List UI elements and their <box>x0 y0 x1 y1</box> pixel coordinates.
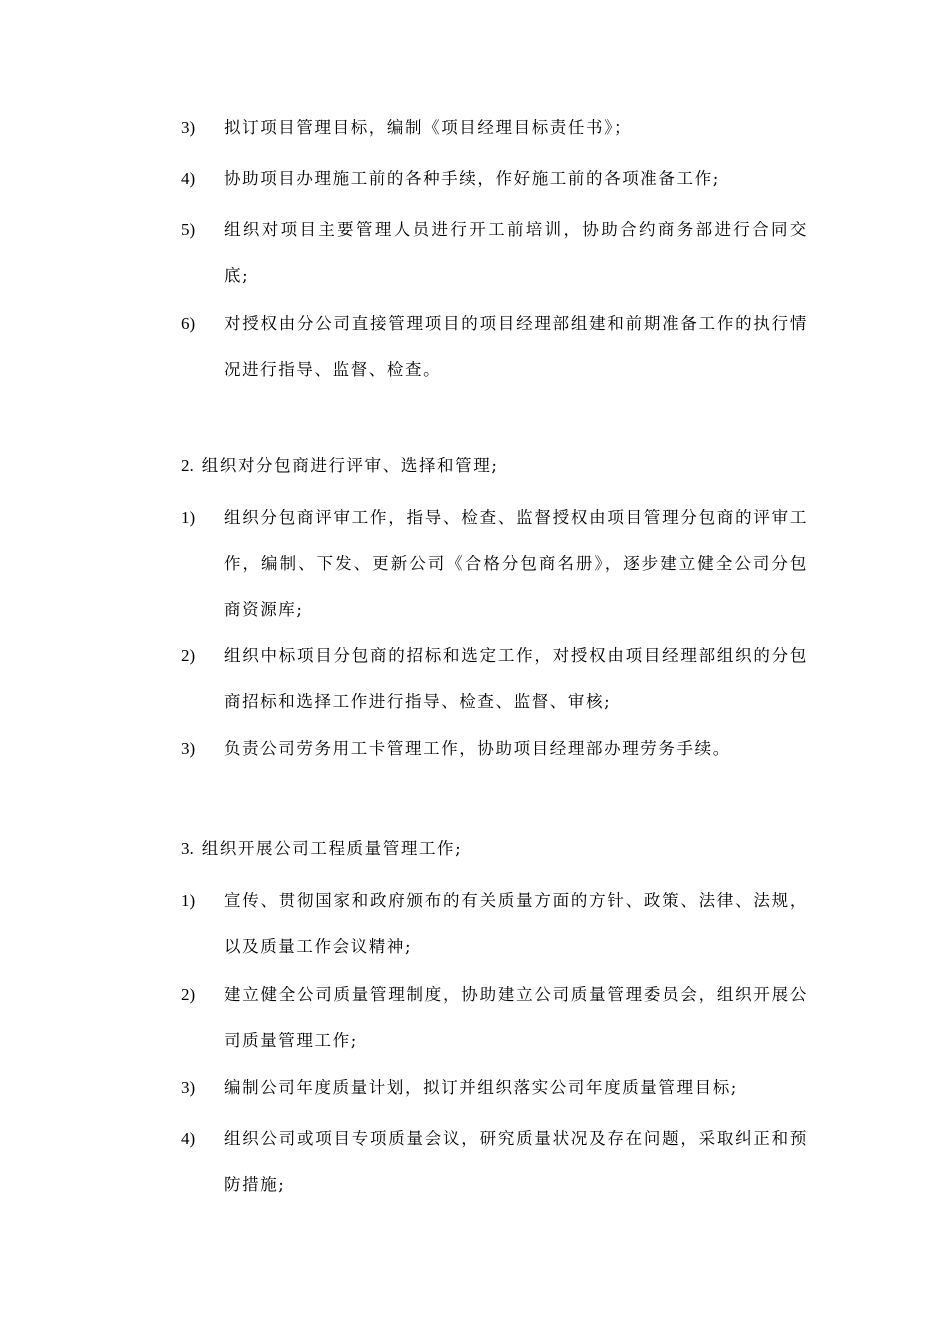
item-number: 4) <box>181 169 196 188</box>
list-item <box>181 633 821 725</box>
item-text: 组织对项目主要管理人员进行开工前培训，协助合约商务部进行合同交底; <box>224 220 808 285</box>
item-text: 拟订项目管理目标，编制《项目经理目标责任书》； <box>224 118 633 137</box>
item-number: 2) <box>181 646 196 665</box>
section-title: 组织对分包商进行评审、选择和管理; <box>201 456 499 475</box>
list-item <box>181 495 821 633</box>
item-text: 组织中标项目分包商的招标和选定工作，对授权由项目经理部组织的分包商招标和选择工作进行指导、检查、监督、审核; <box>224 646 808 711</box>
list-item <box>181 972 821 1064</box>
section-number: 3. <box>181 839 194 858</box>
list-item <box>181 1116 821 1208</box>
item-text: 组织公司或项目专项质量会议，研究质量状况及存在问题，采取纠正和预防措施; <box>224 1129 808 1194</box>
item-number: 3) <box>181 1078 196 1097</box>
item-text: 负责公司劳务用工卡管理工作，协助项目经理部办理劳务手续。 <box>224 739 731 758</box>
item-text: 组织分包商评审工作，指导、检查、监督授权由项目管理分包商的评审工作，编制、下发、更新公司《合格分包商名册》，逐步建立健全公司分包商资源库; <box>224 508 808 619</box>
section-heading <box>181 826 821 872</box>
item-number: 3) <box>181 739 196 758</box>
item-number: 1) <box>181 891 196 910</box>
item-number: 1) <box>181 508 196 527</box>
item-number: 5) <box>181 220 196 239</box>
item-text: 编制公司年度质量计划，拟订并组织落实公司年度质量管理目标; <box>224 1078 738 1097</box>
item-number: 3) <box>181 118 196 137</box>
item-number: 2) <box>181 985 196 1004</box>
list-item <box>181 156 821 202</box>
item-text: 协助项目办理施工前的各种手续，作好施工前的各项准备工作; <box>224 169 720 188</box>
section-heading <box>181 443 821 489</box>
list-item <box>181 105 821 151</box>
item-text: 建立健全公司质量管理制度，协助建立公司质量管理委员会，组织开展公司质量管理工作; <box>224 985 808 1050</box>
item-number: 6) <box>181 314 196 333</box>
item-text: 对授权由分公司直接管理项目的项目经理部组建和前期准备工作的执行情况进行指导、监督、检查。 <box>224 314 808 379</box>
item-text: 宣传、贯彻国家和政府颁布的有关质量方面的方针、政策、法律、法规，以及质量工作会议精神; <box>224 891 808 956</box>
list-item <box>181 878 821 970</box>
item-number: 4) <box>181 1129 196 1148</box>
list-item <box>181 301 821 393</box>
list-item <box>181 1065 821 1111</box>
section-number: 2. <box>181 456 194 475</box>
section-title: 组织开展公司工程质量管理工作; <box>201 839 463 858</box>
list-item <box>181 207 821 299</box>
list-item <box>181 726 821 772</box>
